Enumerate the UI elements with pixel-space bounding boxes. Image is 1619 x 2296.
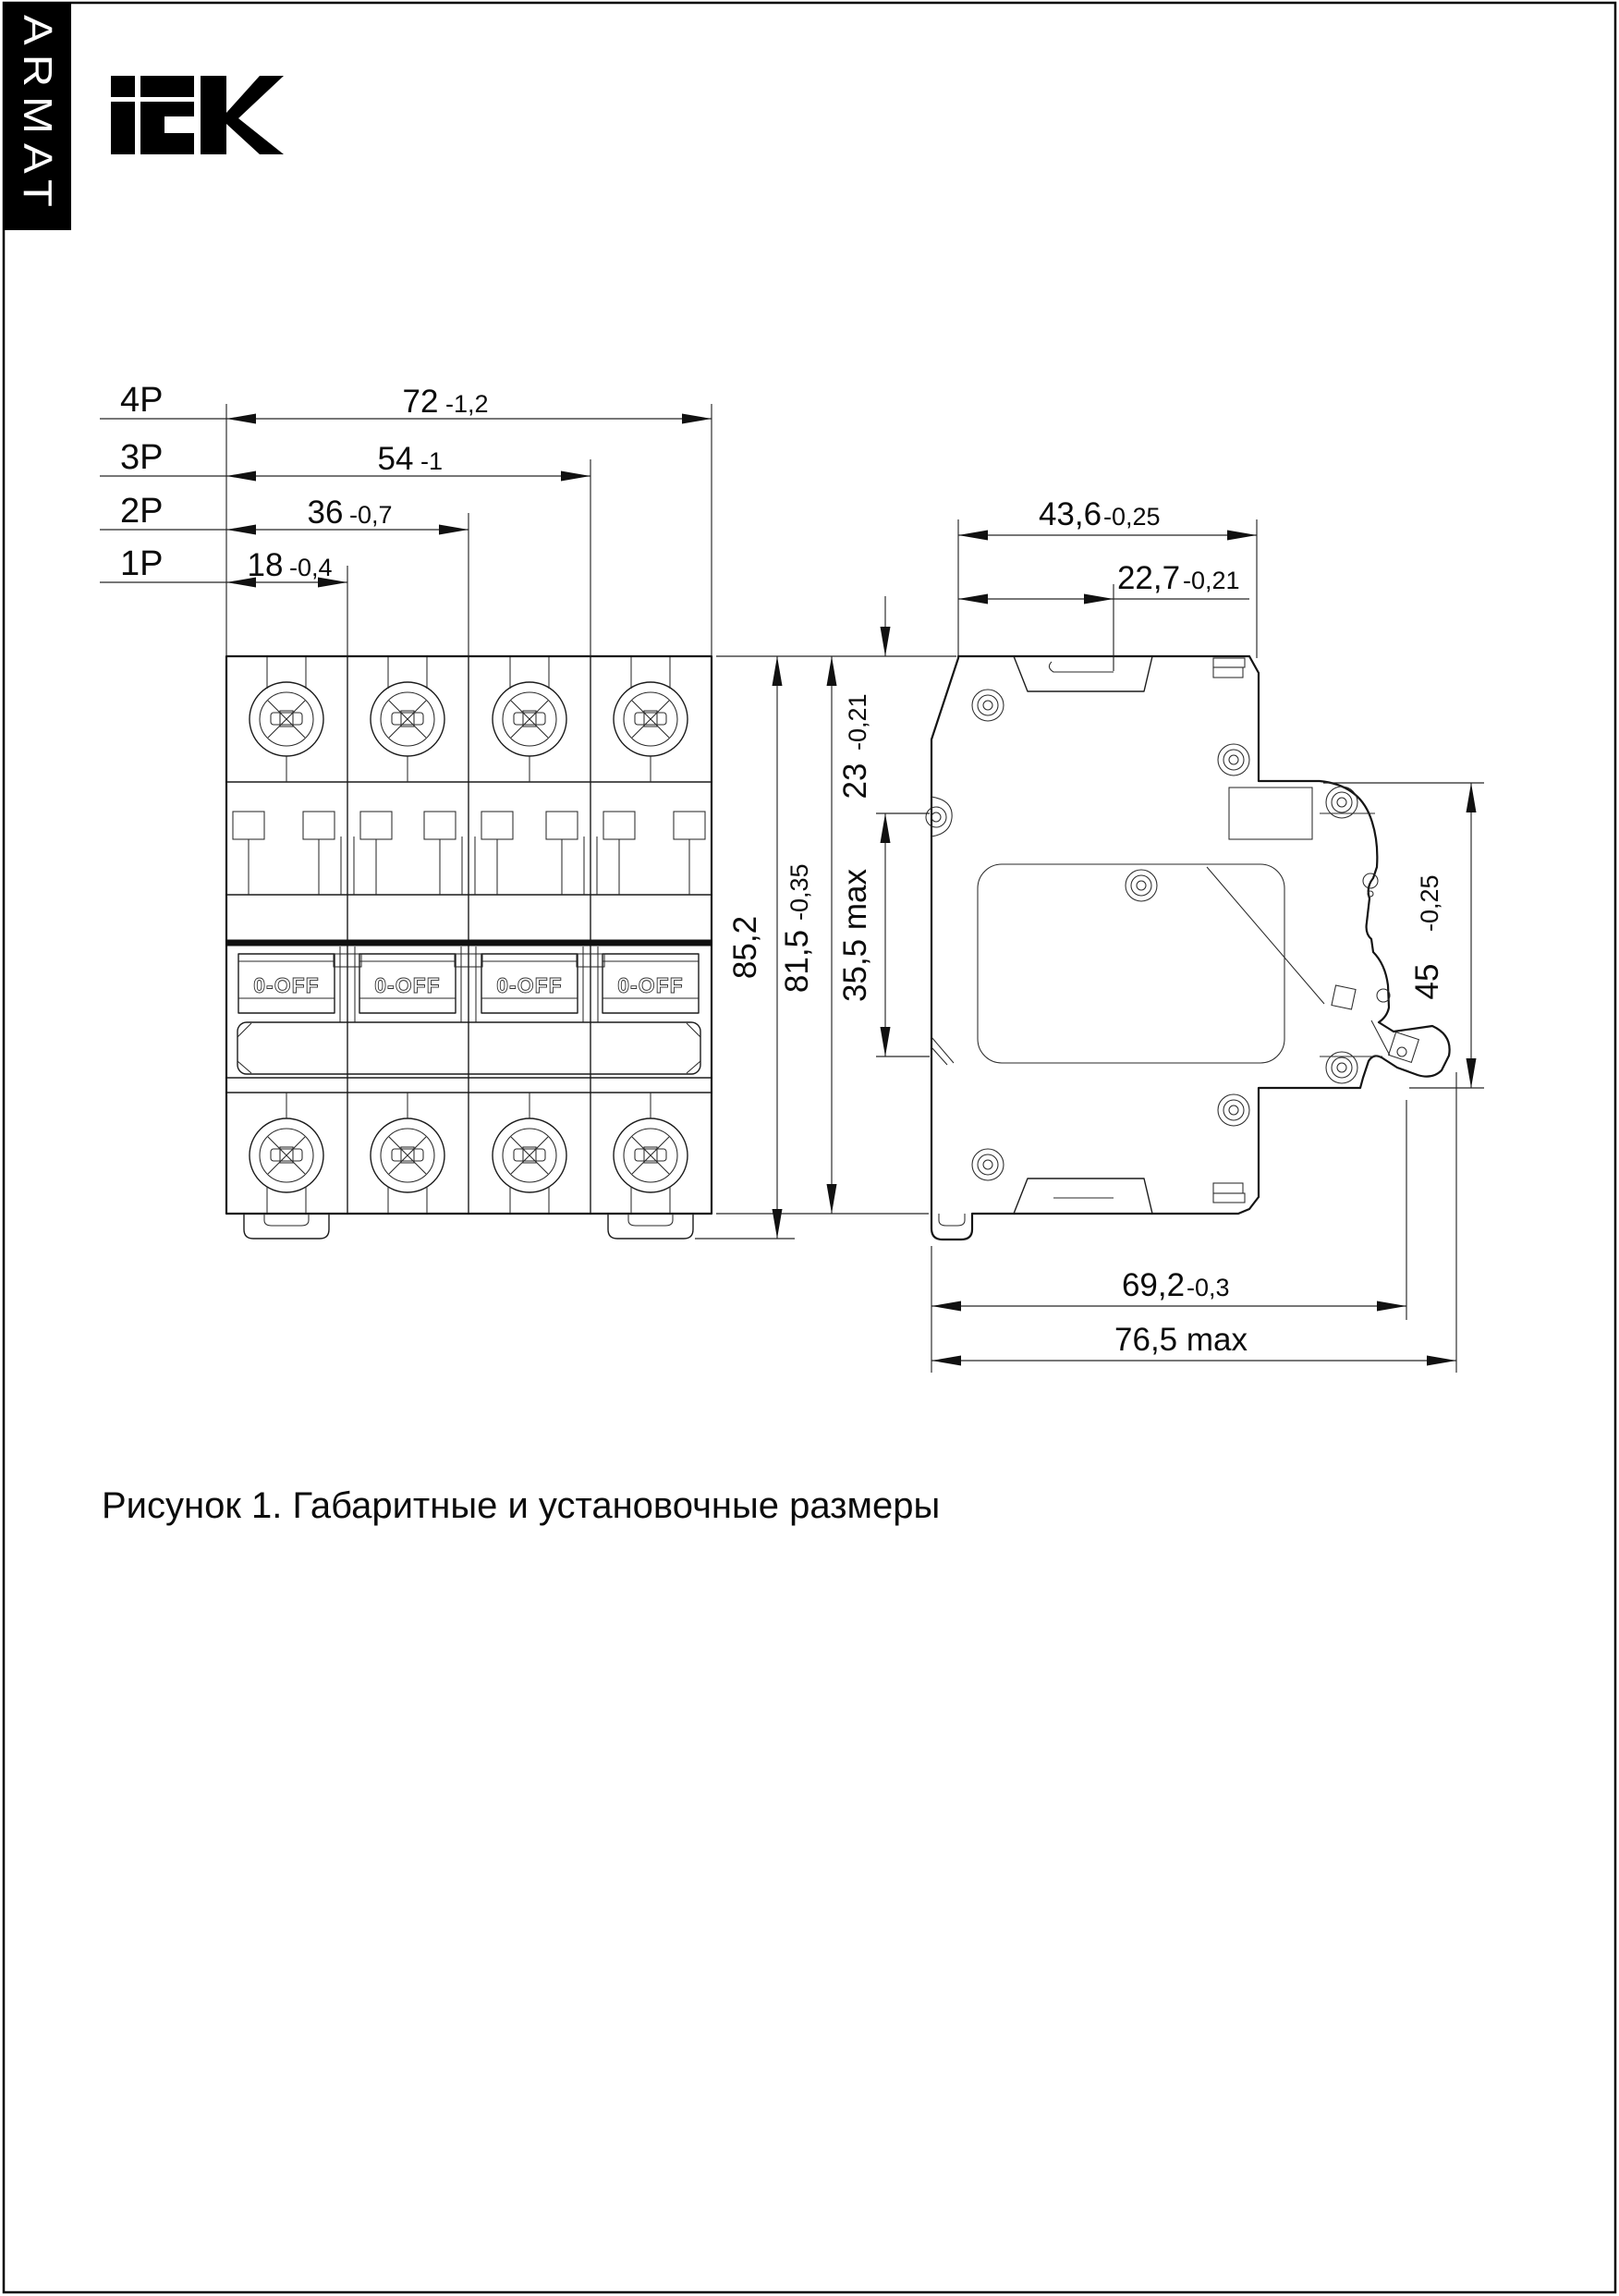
- dimension-overall-height: [727, 656, 783, 1239]
- dim-tolerance: -0,7: [349, 501, 393, 529]
- dim-value: 76,5 max: [1114, 1322, 1248, 1358]
- dimension-top-to-recess: [837, 596, 891, 799]
- series-banner-label: ARMAT: [15, 15, 60, 196]
- dim-value: 72: [402, 384, 439, 420]
- toggle-label-3: 0-OFF: [496, 973, 563, 997]
- dim-value: 54: [377, 441, 414, 477]
- dim-tolerance: -0,21: [844, 693, 871, 751]
- dim-tolerance: -0,21: [1183, 567, 1240, 594]
- dim-tolerance: -0,3: [1187, 1274, 1230, 1301]
- side-din-rail-details: [1320, 813, 1390, 1056]
- side-bottom-face: [939, 1179, 1245, 1226]
- pole-count-label: 2P: [120, 492, 164, 531]
- toggle-label-2: 0-OFF: [374, 973, 441, 997]
- dimension-handle-step: [958, 560, 1249, 605]
- pole-count-label: 1P: [120, 544, 164, 583]
- dimension-depth-top: [958, 496, 1257, 541]
- dimension-front-section: [1409, 783, 1477, 1088]
- side-central-recess: [978, 788, 1356, 1063]
- side-top-face: [1014, 656, 1245, 691]
- side-screw-bosses: [972, 690, 1357, 1180]
- pole-count-label: 3P: [120, 438, 164, 477]
- dim-value: 22,7: [1116, 560, 1181, 596]
- dimension-3p: [100, 438, 590, 482]
- toggle-label-1: 0-OFF: [253, 973, 320, 997]
- iek-logo: [111, 76, 284, 154]
- front-view: [226, 656, 712, 1239]
- side-view: [926, 656, 1450, 1240]
- dim-tolerance: -0,35: [785, 863, 813, 921]
- series-banner: [5, 3, 71, 230]
- dim-value: 85,2: [727, 915, 763, 980]
- dimension-2p: [100, 492, 469, 535]
- dimension-4p: [100, 381, 712, 424]
- dim-tolerance: -1,2: [445, 390, 489, 418]
- dimension-max-depth: [931, 1322, 1456, 1366]
- dimension-body-height: [779, 656, 837, 1214]
- dim-value: 45: [1409, 963, 1445, 1000]
- dim-value: 35,5 max: [837, 869, 873, 1002]
- dim-value: 23: [837, 763, 873, 800]
- dimension-din-recess: [837, 813, 891, 1056]
- dim-value: 43,6: [1038, 496, 1102, 532]
- dim-tolerance: -0,25: [1416, 874, 1443, 932]
- toggle-label-4: 0-OFF: [617, 973, 684, 997]
- side-face-tabs: [926, 797, 954, 1065]
- dim-tolerance: -0,4: [289, 554, 333, 581]
- dim-tolerance: -0,25: [1103, 503, 1161, 531]
- dim-tolerance: -1: [420, 447, 444, 475]
- dimension-mounting-depth: [931, 1267, 1406, 1312]
- dim-value: 69,2: [1121, 1267, 1186, 1303]
- dim-value: 36: [307, 495, 344, 531]
- page-border: [4, 3, 1615, 2292]
- pole-count-label: 4P: [120, 381, 164, 420]
- dimension-1p: [100, 544, 347, 588]
- front-mounting-feet: [244, 1214, 693, 1239]
- dimension-pole-widths: [100, 381, 712, 588]
- dim-value: 81,5: [779, 929, 815, 994]
- dim-value: 18: [247, 547, 284, 583]
- figure-caption: Рисунок 1. Габаритные и установочные размеры: [102, 1485, 941, 1526]
